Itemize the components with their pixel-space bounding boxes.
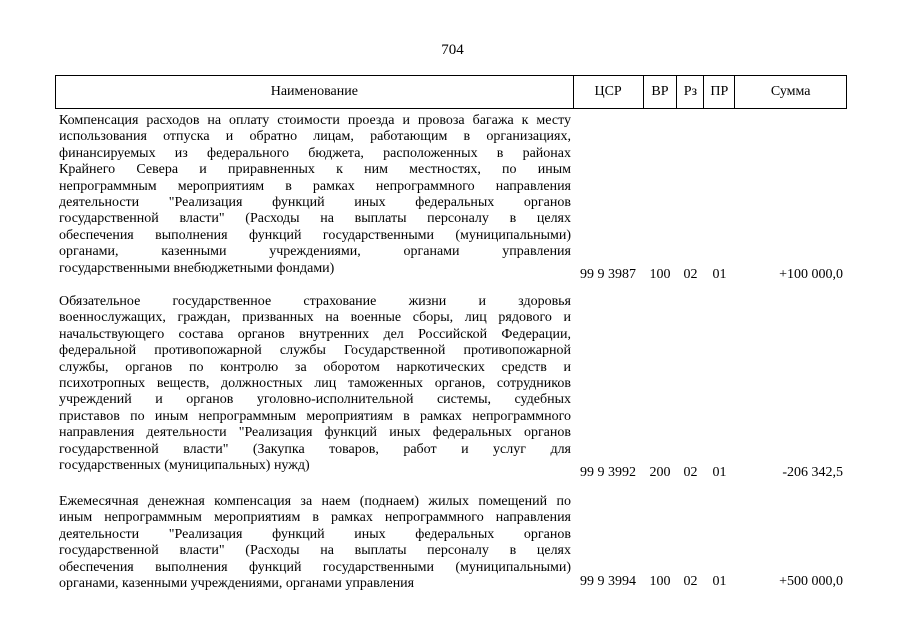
table-row (55, 494, 847, 604)
row-csr: 99 9 3992 (580, 465, 636, 480)
description-line: деятельности "Реализация функций иных федеральных органов (59, 195, 571, 211)
header-vr: ВР (643, 76, 677, 108)
row-pr: 01 (712, 465, 727, 480)
description-line: психотропных веществ, должностных лиц таможенных органов, сотрудников (59, 376, 571, 392)
description-line: обеспечения выполнения функций государственными (муниципальными) (59, 227, 571, 243)
row-sum: +500 000,0 (779, 574, 843, 589)
description-line: деятельности "Реализация функций иных федеральных органов (59, 526, 571, 542)
row-vr: 200 (649, 465, 671, 480)
description-line: направления деятельности "Реализация функций иных федеральных органов (59, 425, 571, 441)
description-line: учреждений и органов уголовно-исполнительной системы, судебных (59, 392, 571, 408)
table-row (55, 113, 847, 283)
description-line: иным непрограммным мероприятиям в рамках непрограммного направления (59, 510, 571, 526)
header-name: Наименование (270, 84, 358, 99)
description-line: федеральной противопожарной службы Государственной противопожарной (59, 343, 571, 359)
row-pr: 01 (712, 267, 727, 282)
row-description (59, 113, 571, 277)
page-number: 704 (441, 42, 464, 58)
row-rz: 02 (683, 465, 698, 480)
header-pr: ПР (703, 76, 734, 108)
description-line: органами, казенными учреждениями, органами управления (59, 244, 571, 260)
description-line: использования отпуска и обратно лицам, работающим в организациях, (59, 129, 571, 145)
row-csr: 99 9 3987 (580, 267, 636, 282)
row-description (59, 494, 571, 592)
description-line: военнослужащих, граждан, призванных на военные сборы, лиц рядового и (59, 310, 571, 326)
row-sum: -206 342,5 (782, 465, 843, 480)
row-csr: 99 9 3994 (580, 574, 636, 589)
row-rz: 02 (683, 574, 698, 589)
description-line: государственными внебюджетными фондами) (59, 260, 335, 276)
description-line: обеспечения выполнения функций государственными (муниципальными) (59, 559, 571, 575)
description-line: Ежемесячная денежная компенсация за наем (поднаем) жилых помещений по (59, 494, 571, 509)
row-rz: 02 (683, 267, 698, 282)
row-pr: 01 (712, 574, 727, 589)
description-line: органами, казенными учреждениями, органами управления (59, 576, 415, 592)
table-row (55, 294, 847, 484)
description-line: начальствующего состава органов внутренних дел Российской Федерации, (59, 326, 571, 342)
description-line: финансируемых из федерального бюджета, расположенных в районах (59, 145, 571, 161)
row-sum: +100 000,0 (779, 267, 843, 282)
table-header (55, 75, 847, 109)
row-description (59, 294, 571, 474)
description-line: непрограммным мероприятиям в рамках непрограммного направления (59, 178, 571, 194)
description-line: Крайнего Севера и приравненных к ним местностях, по иным (59, 162, 571, 178)
description-line: государственной власти" (Расходы на выплаты персоналу в целях (59, 543, 571, 559)
header-sum: Сумма (734, 76, 846, 108)
description-line: государственной власти" (Расходы на выплаты персоналу в целях (59, 211, 571, 227)
header-rz: Рз (676, 76, 703, 108)
description-line: Обязательное государственное страхование жизни и здоровья (59, 294, 571, 309)
header-csr: ЦСР (573, 76, 643, 108)
description-line: службы, органов по контролю за оборотом наркотических средств и (59, 359, 571, 375)
description-line: Компенсация расходов на оплату стоимости проезда и провоза багажа к месту (59, 113, 571, 128)
description-line: приставов по иным непрограммным мероприятиям в рамках непрограммного (59, 408, 571, 424)
row-vr: 100 (649, 574, 671, 589)
description-line: государственной власти" (Закупка товаров, работ и услуг для (59, 441, 571, 457)
description-line: государственных (муниципальных) нужд) (59, 458, 310, 474)
row-vr: 100 (649, 267, 671, 282)
